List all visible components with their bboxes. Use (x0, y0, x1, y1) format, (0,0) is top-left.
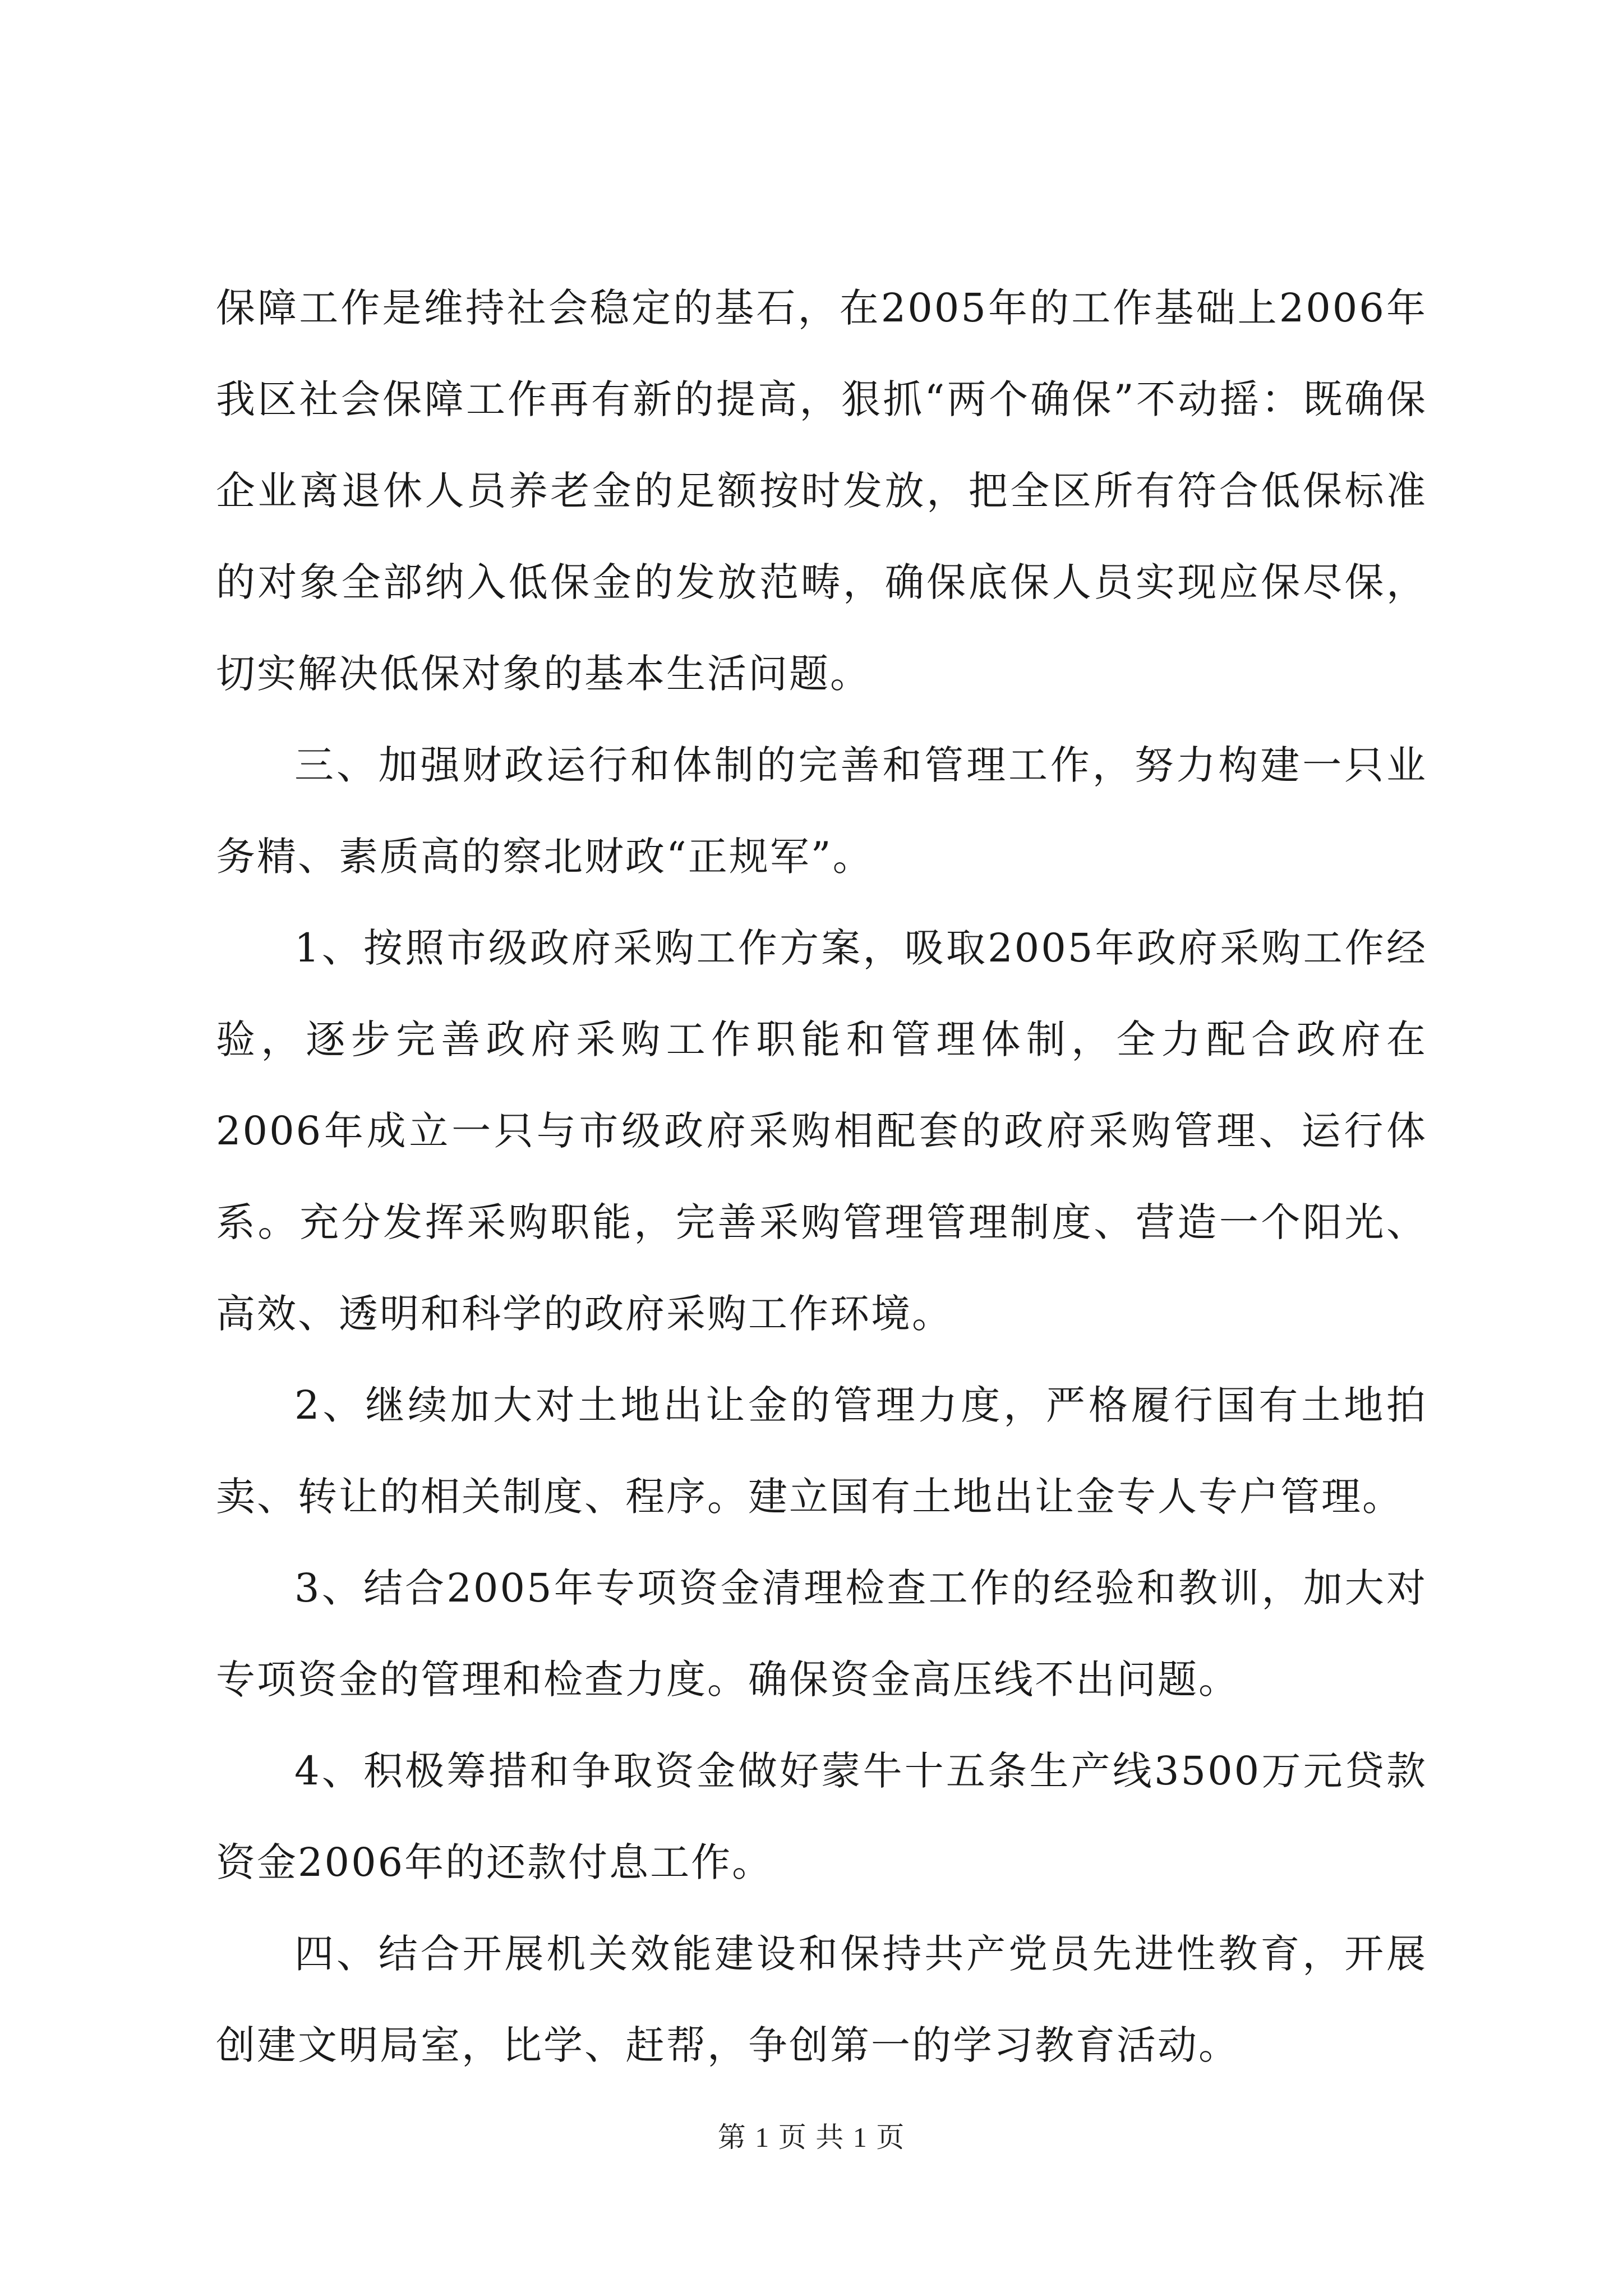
page-footer: 第 1 页 共 1 页 (717, 2122, 906, 2153)
document-body (216, 263, 1427, 2091)
paragraph-social-security: 保障工作是维持社会稳定的基石，在2005年的工作基础上2006年我区社会保障工作再有新的提高，狠抓“两个确保”不动摇：既确保企业离退休人员养老金的足额按时发放，把全区所有符合低保标准的对象全部纳入低保金的发放范畴，确保底保人员实现应保尽保，切实解决低保对象的基本生活问题。 (216, 285, 1427, 697)
paragraph-item-2: 2、继续加大对土地出让金的管理力度，严格履行国有土地拍卖、转让的相关制度、程序。建立国有土地出让金专人专户管理。 (216, 1382, 1427, 1520)
paragraph-item-1: 1、按照市级政府采购工作方案，吸取2005年政府采购工作经验，逐步完善政府采购工作职能和管理体制，全力配合政府在2006年成立一只与市级政府采购相配套的政府采购管理、运行体系。充分发挥采购职能，完善采购管理管理制度、营造一个阳光、高效、透明和科学的政府采购工作环境。 (216, 925, 1427, 1337)
paragraph-section-three: 三、加强财政运行和体制的完善和管理工作，努力构建一只业务精、素质高的察北财政“正规军”。 (216, 742, 1427, 880)
paragraph-section-four: 四、结合开展机关效能建设和保持共产党员先进性教育，开展创建文明局室，比学、赶帮，争创第一的学习教育活动。 (216, 1931, 1427, 2068)
paragraph-item-4: 4、积极筹措和争取资金做好蒙牛十五条生产线3500万元贷款资金2006年的还款付息工作。 (216, 1748, 1427, 1885)
paragraph-item-3: 3、结合2005年专项资金清理检查工作的经验和教训，加大对专项资金的管理和检查力度。确保资金高压线不出问题。 (216, 1565, 1427, 1703)
